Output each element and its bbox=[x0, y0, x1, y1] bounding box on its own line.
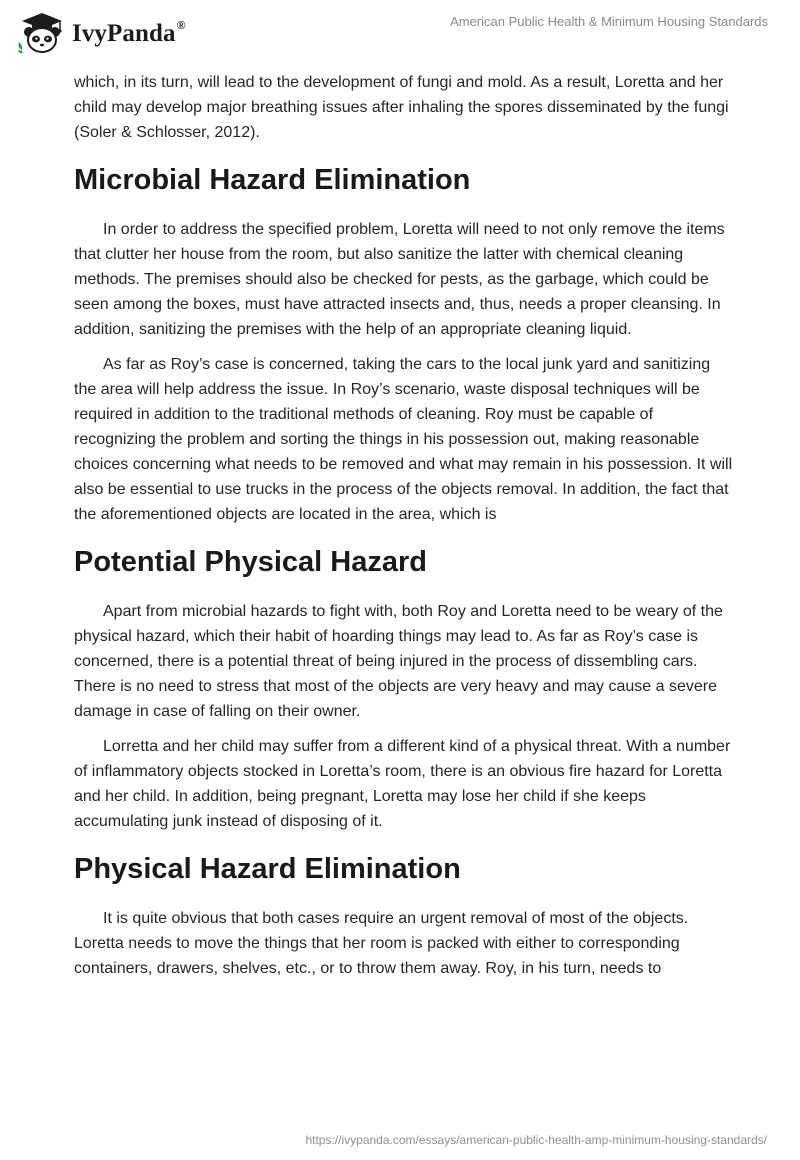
section-heading-potential-physical-hazard: Potential Physical Hazard bbox=[74, 546, 427, 578]
paragraph: Apart from microbial hazards to fight with, both Roy and Loretta need to be weary of the physical hazard, which their habit of hoarding things may lead to. As far as Roy’s case is concerned, there is a potential threat of being injured in the process of dissembling cars. There is no need to stress that most of the objects are very heavy and may cause a severe damage in case of falling on their owner. bbox=[74, 603, 723, 720]
intro-paragraph: which, in its turn, will lead to the development of fungi and mold. As a result, Loretta and her child may develop major breathing issues after inhaling the spores disseminated by the fungi (Soler & Schlosser, 2012). bbox=[74, 74, 729, 141]
section-heading-physical-hazard-elimination: Physical Hazard Elimination bbox=[74, 853, 461, 885]
paragraph: Lorretta and her child may suffer from a different kind of a physical threat. With a number of inflammatory objects stocked in Loretta’s room, there is an obvious fire hazard for Loretta and her child. In addition, being pregnant, Loretta may lose her child if she keeps accumulating junk instead of disposing of it. bbox=[74, 738, 731, 830]
page-header bbox=[0, 0, 800, 62]
paragraph: As far as Roy’s case is concerned, taking the cars to the local junk yard and sanitizing the area will help address the issue. In Roy’s scenario, waste disposal techniques will be required in addition to the traditional methods of cleaning. Roy must be capable of recognizing the problem and sorting the things in his possession out, making reasonable choices concerning what needs to be removed and what may remain in his possession. It will also be essential to use trucks in the process of the objects removal. In addition, the fact that the aforementioned objects are located in the area, which is bbox=[74, 356, 733, 523]
source-url-link[interactable]: https://ivypanda.com/essays/american-public-health-amp-minimum-housing-standards/ bbox=[305, 1133, 767, 1147]
paragraph: In order to address the specified problem, Loretta will need to not only remove the items that clutter her house from the room, but also sanitize the latter with chemical cleaning methods. The premises should also be checked for pests, as the garbage, which could be seen among the boxes, must have attracted insects and, thus, needs a proper cleansing. In addition, sanitizing the premises with the help of an appropriate cleaning liquid. bbox=[74, 221, 725, 338]
ivypanda-logo[interactable] bbox=[16, 10, 186, 54]
brand-name: IvyPanda® bbox=[72, 18, 186, 47]
section-heading-microbial-hazard-elimination: Microbial Hazard Elimination bbox=[74, 164, 471, 196]
registered-mark: ® bbox=[176, 18, 186, 32]
document-title: American Public Health & Minimum Housing Standards bbox=[450, 14, 768, 29]
essay-body bbox=[74, 70, 734, 991]
panda-graduation-cap-icon bbox=[16, 10, 66, 54]
paragraph: It is quite obvious that both cases require an urgent removal of most of the objects. Loretta needs to move the things that her room is packed with either to corresponding containers, drawers, shelves, etc., or to throw them away. Roy, in his turn, needs to bbox=[74, 910, 689, 977]
